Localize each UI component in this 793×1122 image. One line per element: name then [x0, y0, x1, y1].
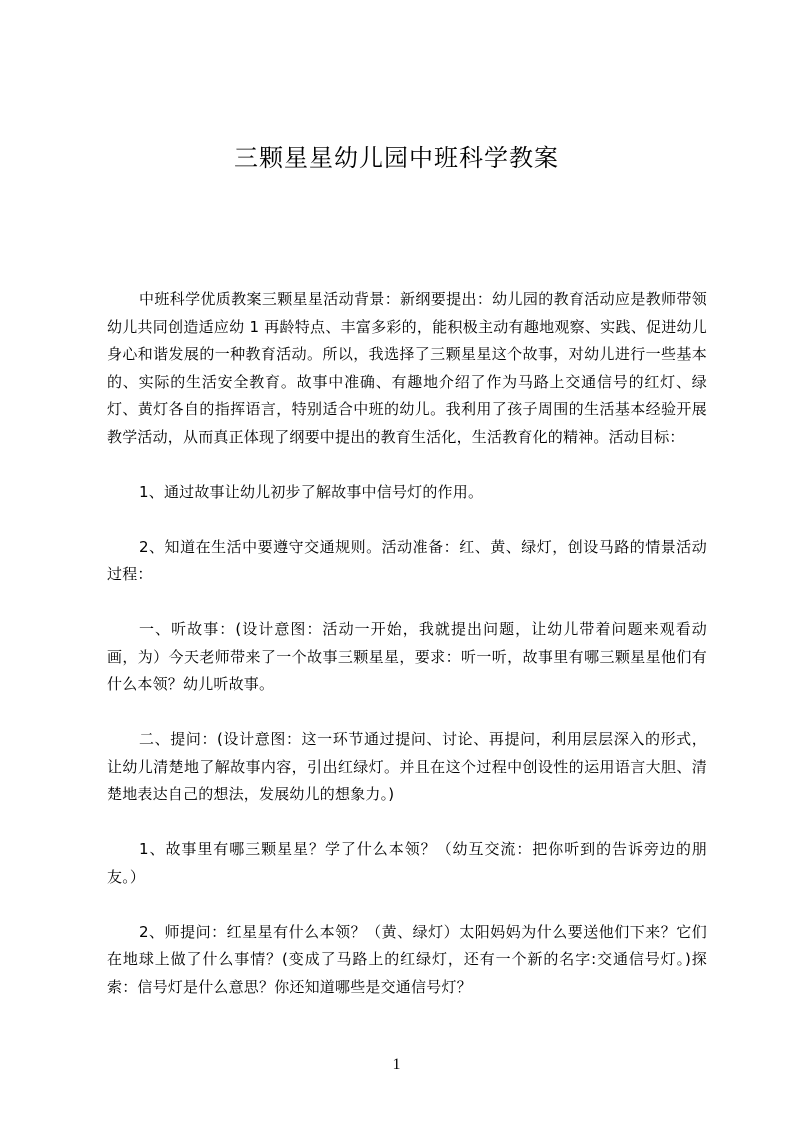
paragraph-gap: [107, 809, 707, 837]
page-number: 1: [392, 1056, 401, 1073]
paragraph-gap: [107, 451, 707, 479]
paragraph-questions: 二、提问：(设计意图：这一环节通过提问、讨论、再提问，利用层层深入的形式，让幼儿清楚地了解故事内容，引出红绿灯。并且在这个过程中创设性的运用语言大胆、清楚地表达自己的想法，发展幼儿的想象力。): [107, 730, 707, 803]
paragraph-gap: [107, 891, 707, 919]
document-title: 三颗星星幼儿园中班科学教案: [234, 144, 559, 172]
document-body: [107, 286, 707, 1001]
paragraph-gap: [107, 506, 707, 534]
paragraph-gap: [107, 589, 707, 617]
paragraph-goal-2: 2、知道在生活中要遵守交通规则。活动准备：红、黄、绿灯，创设马路的情景活动过程：: [107, 537, 707, 583]
paragraph-question-2: 2、师提问：红星星有什么本领？（黄、绿灯）太阳妈妈为什么要送他们下来？它们在地球上做了什么事情？(变成了马路上的红绿灯，还有一个新的名字:交通信号灯。)探索：信号灯是什么意思？你还知道哪些是交通信号灯？: [107, 922, 707, 996]
paragraph-goal-1: 1、通过故事让幼儿初步了解故事中信号灯的作用。: [139, 482, 484, 501]
paragraph-background: 中班科学优质教案三颗星星活动背景：新纲要提出：幼儿园的教育活动应是教师带领幼儿共同创造适应幼 1 再龄特点、丰富多彩的，能积极主动有趣地观察、实践、促进幼儿身心和谐发展的一种教育活动。所以，我选择了三颗星星这个故事，对幼儿进行一些基本的、实际的生活安全教育。故事中准确、有趣地介绍了作为马路上交通信号的红灯、绿灯、黄灯各自的指挥语言，特别适合中班的幼儿。我利用了孩子周围的生活基本经验开展教学活动，从而真正体现了纲要中提出的教育生活化，生活教育化的精神。活动目标：: [107, 290, 707, 446]
paragraph-gap: [107, 699, 707, 727]
paragraph-question-1: 1、故事里有哪三颗星星？学了什么本领？（幼互交流：把你听到的告诉旁边的朋友。）: [107, 840, 707, 886]
paragraph-listen-story: 一、听故事：(设计意图：活动一开始，我就提出问题，让幼儿带着问题来观看动画，为）今天老师带来了一个故事三颗星星，要求：听一听，故事里有哪三颗星星他们有什么本领？幼儿听故事。: [107, 620, 707, 693]
